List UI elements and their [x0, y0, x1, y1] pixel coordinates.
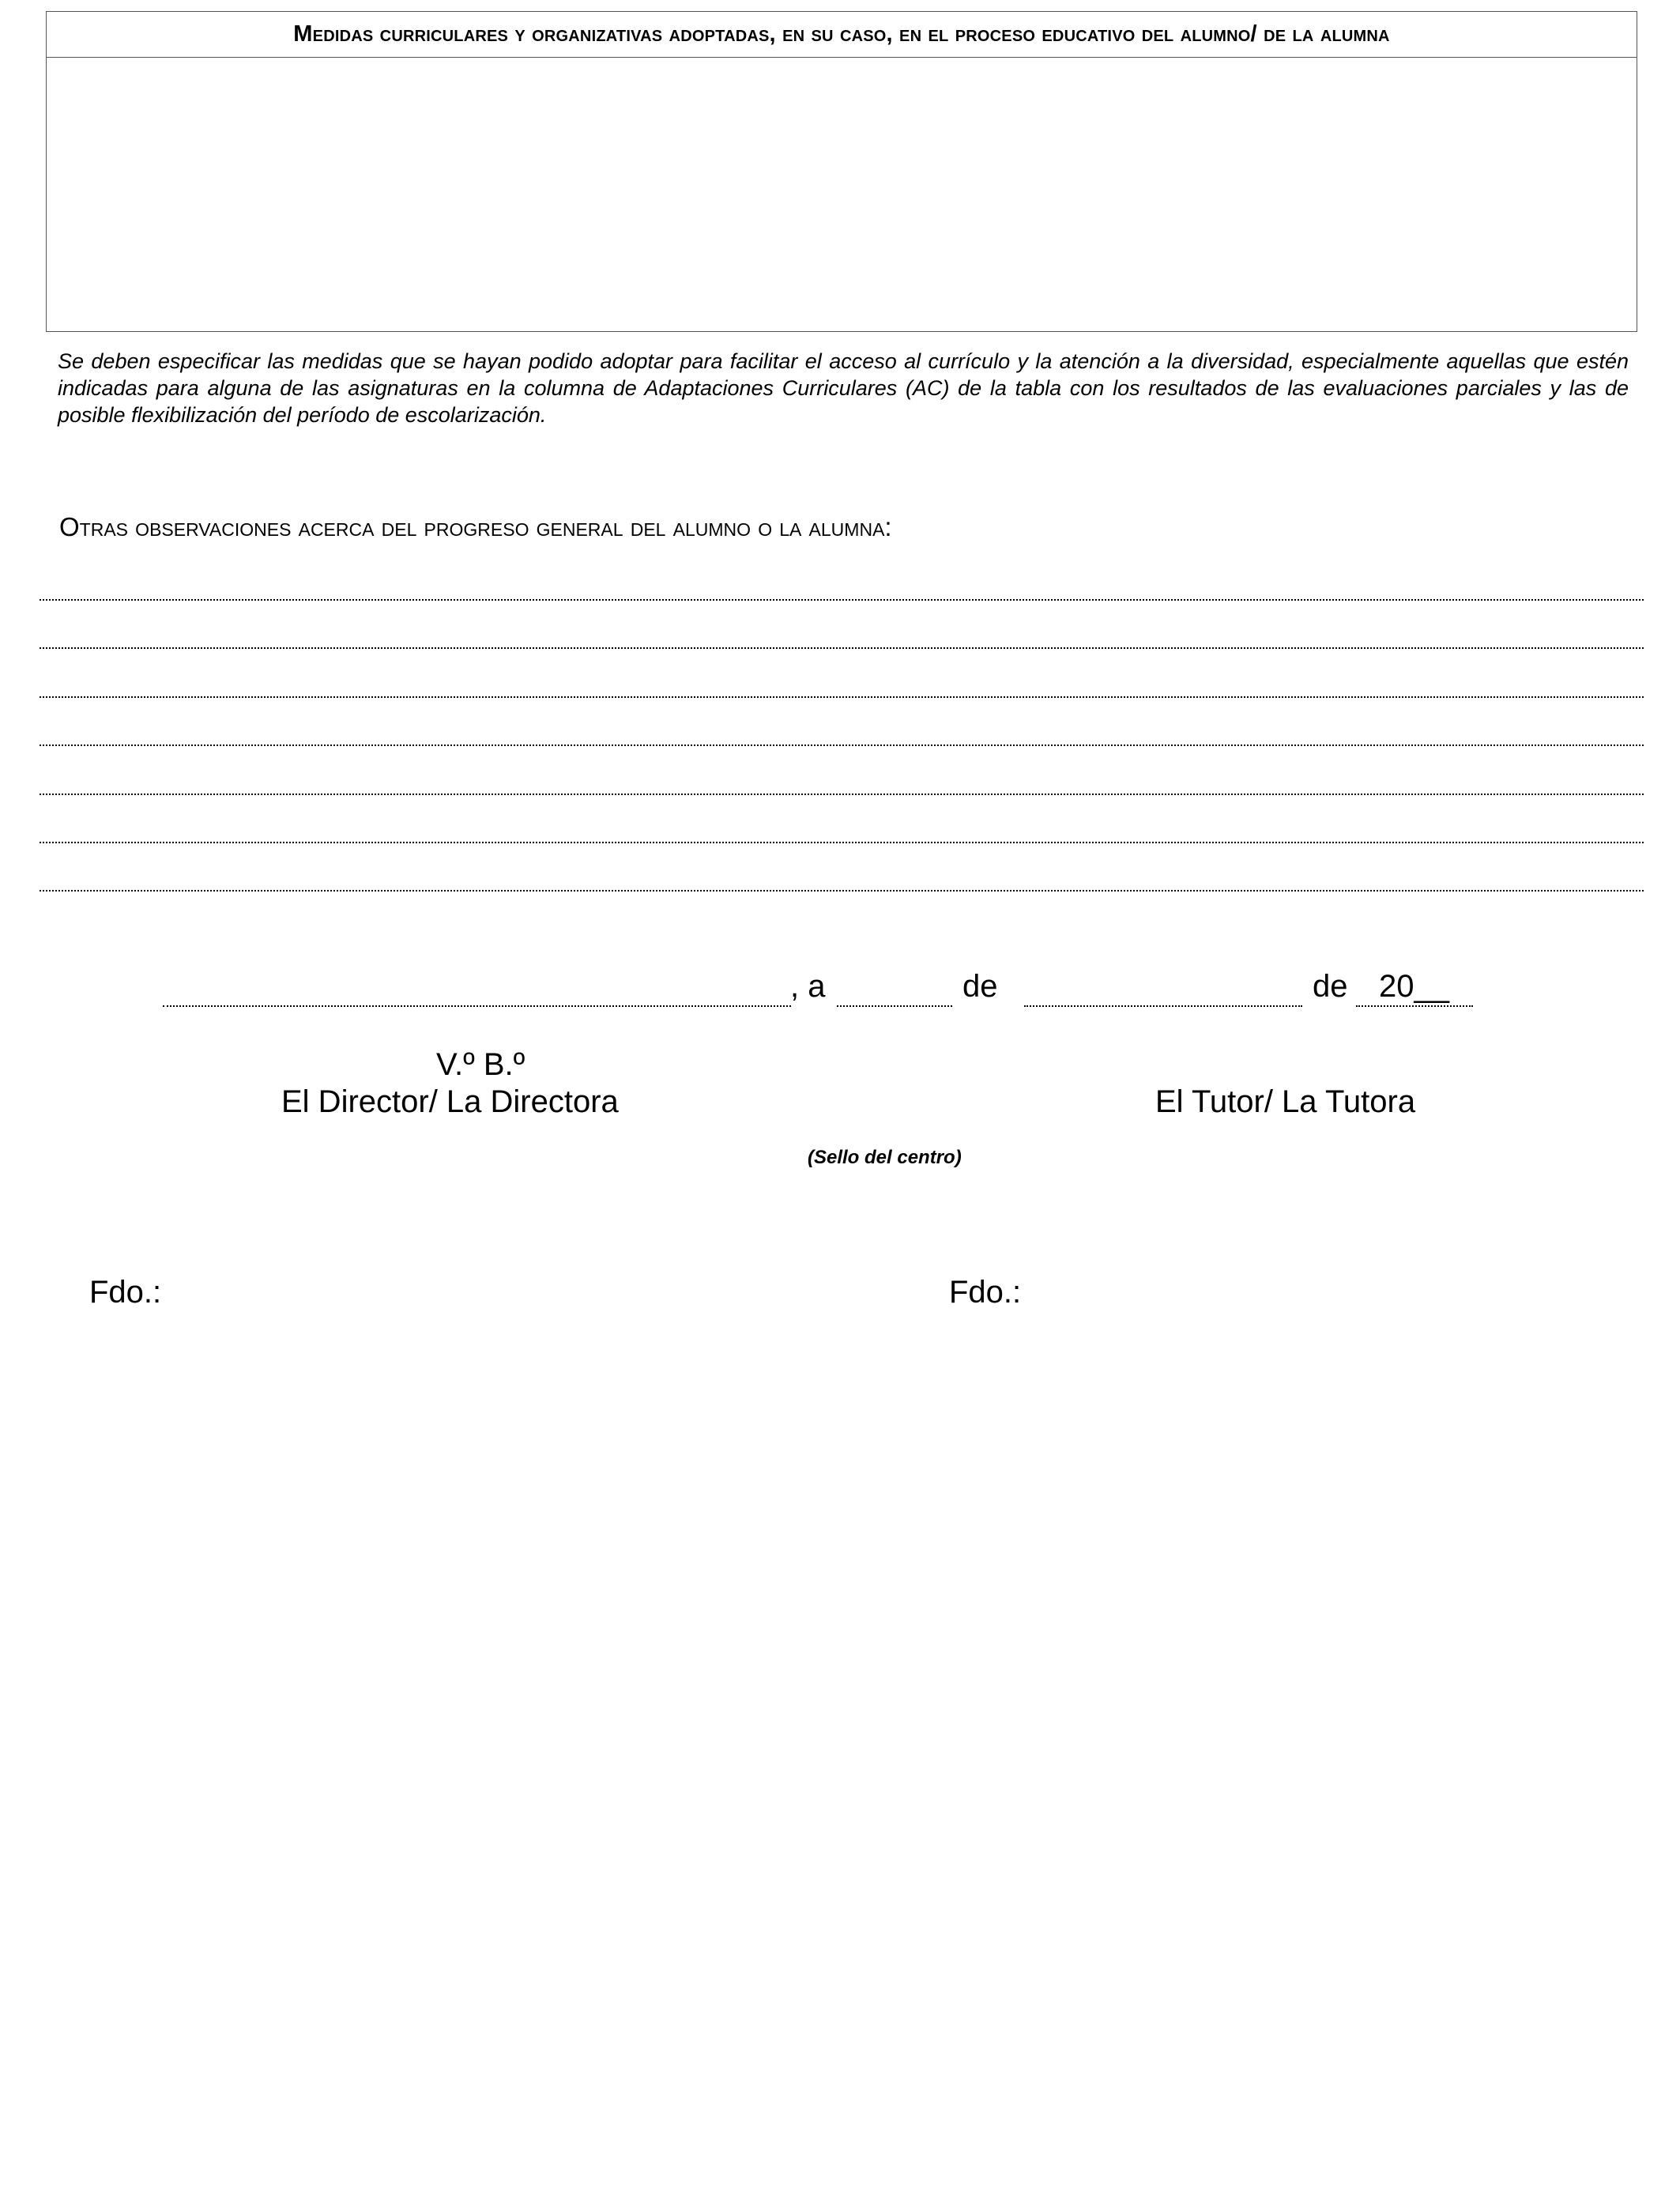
observation-line[interactable]	[40, 794, 1644, 795]
measures-box	[46, 11, 1637, 332]
year-prefix: 20__	[1379, 969, 1449, 1004]
observation-line[interactable]	[40, 696, 1644, 698]
stamp-label: (Sello del centro)	[808, 1147, 962, 1168]
observation-line[interactable]	[40, 890, 1644, 892]
measures-box-title	[47, 12, 1637, 58]
measures-content-area[interactable]	[47, 58, 1637, 331]
measures-note: Se deben especificar las medidas que se hayan podido adoptar para facilitar el acceso al currículo y la atención a la diversidad, especialmente aquellas que estén indicadas para alguna de las asignaturas en la columna de Adaptaciones Curriculares (AC) de la tabla con los resultados de las evaluaciones parciales y las de posible flexibilización del período de escolarización.	[58, 349, 1629, 427]
vobo-label: V.º B.º	[436, 1047, 525, 1082]
observations-title: Otras observaciones acerca del progreso general del alumno o la alumna:	[59, 512, 892, 541]
tutor-label: El Tutor/ La Tutora	[1155, 1084, 1416, 1119]
day-field[interactable]	[837, 1005, 952, 1007]
date-de-2: de	[1313, 969, 1348, 1004]
month-field[interactable]	[1024, 1005, 1302, 1007]
director-label: El Director/ La Directora	[281, 1084, 619, 1119]
place-field[interactable]	[163, 1005, 791, 1007]
observation-line[interactable]	[40, 842, 1644, 843]
observation-line[interactable]	[40, 647, 1644, 649]
measures-title-text: Medidas curriculares y organizativas adoptadas, en su caso, en el proceso educativo del alumno/ de la alumna	[293, 21, 1390, 47]
date-comma-a: , a	[790, 969, 826, 1004]
fdo-tutor: Fdo.:	[949, 1275, 1022, 1310]
fdo-director: Fdo.:	[89, 1275, 162, 1310]
observation-line[interactable]	[40, 745, 1644, 746]
year-field[interactable]	[1356, 1005, 1473, 1007]
observation-line[interactable]	[40, 599, 1644, 601]
date-de-1: de	[962, 969, 998, 1004]
